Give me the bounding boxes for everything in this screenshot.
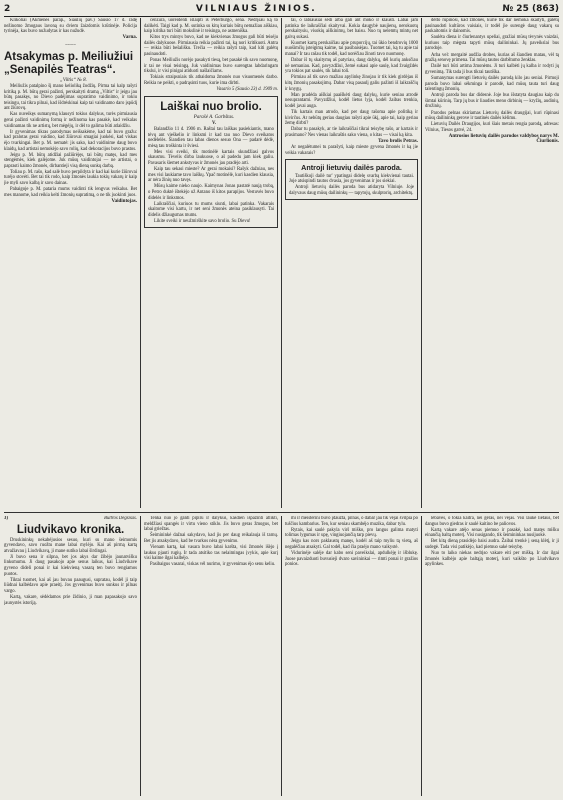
section-headline: Liudvikavo kronika. bbox=[16, 523, 125, 536]
paragraph: Dabar iš tų skaitymų aš patyriau, daug dalykų, dėl kurių anksčiau nė nemaniau. Kad, pavyzdžiui, žemė sukasi apie saulę, kad žvaigždės yra tokios pat saulės, tik labai toli. bbox=[285, 58, 418, 75]
paragraph: Ir gyvenimas tikras parodymas neišsakėme, kad tai buvo gražu: kad pralotas gerai vaidino, kad žiūrovai smagiai juokėsi, kad viskas ėjo tvarkingai. Bet p. M. nematė: jis sako, kad vaidinime daug buvo klaidų, kad artistai nemokėjo savo rolių, kad dekoracijos buvo prastos. bbox=[4, 129, 137, 152]
section-number: 3) bbox=[4, 516, 8, 521]
column-rule bbox=[281, 516, 282, 796]
paragraph: Likite sveiki ir neužmirškite savo brolio. Su Dievu! bbox=[154, 218, 251, 224]
paragraph: Balandžio 11 d. 1906 m. Raštai tau laiškas pasiekiantis, mano tėvų ant vieškelio ir linksmi ir kad tau nuo Dievo sveikatos nedėlelės. Šiandien tau labas dienos sesuo Ona — padarė dėdė, mėsą tau troškinta ir šviesi. bbox=[148, 126, 274, 149]
paragraph: Jeigu p. M. būtų atidžiai pažiūrėjęs, tai būtų matęs, kad mes stengėmės, kiek galėjome. Juk mūsų vaidintojai — ne artistai, o paprasti kaimo žmonės, dirbantieji visą dieną sunkų darbą. bbox=[4, 152, 137, 169]
paragraph: Pabaigoje p. M. pataria mums vaidinti tik lengvus veikalus. Bet mes manome, kad reikia kelti žmonių supratimą, o ne tik juokinti juos. bbox=[4, 187, 137, 198]
paragraph: Kartą vakare atėjo senas piemuo ir pasakė, kad matęs mišku einančią baltą moterį. Visi nusigando, tik šeimininkas nusijuokė. bbox=[425, 527, 559, 539]
paragraph: cenzūra, uoreidenti išlaipti iš Peterburgo, sena. Nedrįsau ką to dalikėti. Taigi kad p. M. sutinka su kitų kuriais būtų nemažiau aiškiau, kaip kritika turi būti mokslinė ir teisinga, ne asmeniška. bbox=[144, 18, 278, 35]
lead-paragraph: Klikoliai (Akmenės parap., Šiaulių pav.) Sausio 17 d. radę nežinomo žmogaus lavoną su dviem žaizdomis krūtinėje. Policija tyrinėja, kas buvo nužudytas ir kas nužudė. bbox=[4, 18, 137, 35]
paragraph: Ar negalėtumei tu parašyti, kaip mieste gyvena žmonės ir ką jie veikia vakarais? bbox=[285, 145, 418, 156]
column-2 bbox=[144, 18, 278, 508]
paragraph: Mūsų kaime nieko naujo. Kaimynas Jonas pastatė naują trobą, o Petro duktė ištekėjo už Antano iš kitos parapijos. Vestuvės buvo didelės ir linksmos. bbox=[148, 184, 274, 201]
paragraph: Toliau p. M. rašo, kad salė buvo perpildyta ir kad kai kurie žiūrovai turėjo stovėti. Bet tai tik rodo, kaip žmonės laukia tokių vakarų ir kaip jie myli savo kalbą ir savo dainas. bbox=[4, 169, 137, 187]
notice: Lietuvių Dailės Draugijos, kuri šiais metais rengia parodą, adresas: Vilnius, Tiesos gatvė, 24. bbox=[425, 122, 559, 133]
bottom-column-1 bbox=[4, 516, 137, 796]
lead-signature: Varna. bbox=[122, 35, 137, 41]
paragraph: dėlto rūpinosi, kad žmonės, kurie tik dar nemoka skaityti, galėtų pasinaudoti kultūros vaisiais, ir todėl jie surengė daug vakarų su paskaitomis ir dainomis. bbox=[425, 18, 559, 35]
paragraph: Saulėta diena ir čiurlenantys upeliai, gražiai mūsų tėvynės vaizdai, kuriuos taip mėgsta tapyti mūsų dailininkai. Jų paveikslai bus parodoje. bbox=[425, 35, 559, 52]
paragraph: Parodos pelnas skiriamas Lietuvių dailės draugijai, kuri rūpinasi mūsų dailininkų gerove ir tautinės dailės kėlimu. bbox=[425, 110, 559, 122]
letters-headline: Laiškai nuo brolio. bbox=[160, 100, 262, 113]
paragraph: Bet kitą dieną prasidėjo baisi audra. Žaibai trenkė į seną klėtį, ir ji sudegė. Tada visi patikėjo, kad piemuo sakė teisybę. bbox=[425, 539, 559, 550]
paragraph: Nuo to laiko niekas nedrįso vakare eiti per mišką. Ir dar ilgai žmonės kalbėjo apie baltąją moterį, kuri vaikšto po Liudvikavo apylinkes. bbox=[425, 551, 559, 568]
paragraph: Arba vel: mergaitė audžia drobes, kurias aš šiandien matau, vėl tą gražią senovę primena. Tai mūsų tautos darbštumo ženklas. bbox=[425, 52, 559, 64]
paragraph: Sumanymas surengti lietuvių dailės parodą kilo jau seniai. Pirmoji paroda buvo labai sėkminga ir parodė, kad mūsų tauta turi daug talentingų žmonių. bbox=[425, 75, 559, 93]
column-rule bbox=[140, 516, 141, 796]
letter-signature: Tavo brolis Petras. bbox=[378, 138, 418, 144]
paragraph: Kuomet kartą perskaičiau apie pruporcijų, tai ūkio bendrovių 1000 nuošimčių įsteigimą kaime, tai pasibaisėjau. Tuomet tai, ką tu apie tai manai? Ir tau rašau tik todėl, kad norėčiau žinoti tavo nuomonę. bbox=[285, 40, 418, 58]
paragraph: Kitos trys mintys buvo, kad ne kiekvienas žmogus gali būti teisėju dailės dalykuose. Pirmiausia reikia pažinti tai, ką nori kritikuoti. Antra — reikia būti bešališku. Trečia — reikia rašyti taip, kad kiti galėtų pasinaudoti. bbox=[144, 35, 278, 58]
paragraph: Tokiais straipsniais tik atbaidoma žmonės nuo visuomenės darbo. Reikia ne peikti, o padrąsinti tuos, kurie ima dirbti. bbox=[144, 75, 278, 87]
paragraph: Pirmiau aš tik savo mažiau apylinkę žinojau ir tik kiek girdėjau iš kitų žmonių pasakojimų. Dabar visą pasaulį galiu pažinti iš laikraščių ir knygų. bbox=[285, 75, 418, 92]
paragraph: Tenka nuo jo ganti pipiru ir dalykus, kasdien išpažinti atlikti, meldžiasi spangės ir virtu vieno stiklo. Jis buvo geras žmogus, bet labai griežtas. bbox=[144, 516, 278, 533]
paragraph: Šeimininkė dažnai sakydavo, kad jis per daug reikalauja iš tarnų. Bet jis atsakydavo, kad be tvarkos nėra gyvenimo. bbox=[144, 533, 278, 544]
column-rule bbox=[421, 516, 422, 796]
article-signature: Antrosios lietuvių dailės parodos valdybos narys M. Čiurlionis. bbox=[448, 133, 559, 145]
masthead bbox=[4, 3, 559, 17]
paragraph: Kartą, vakare, sėdėdamos prie židinio, ji man papasakojo savo jaunystės istoriją. bbox=[4, 595, 137, 606]
section-byline: Bultros Degšišas. bbox=[104, 516, 137, 521]
paragraph: Vidurinėje salėje dar kabo seni paveikslai, apdulkėję ir išblukę. Juose pavaizduoti buvusieji dvaro savininkai — rimti ponai ir gražios ponios. bbox=[285, 551, 418, 568]
letters-byline: Parašė A. Garbštas. bbox=[193, 114, 235, 120]
article-signature: Vaidintojas. bbox=[111, 198, 137, 204]
section-divider bbox=[4, 512, 559, 513]
column-3 bbox=[285, 18, 418, 508]
paragraph: Rytais, kai saulė pakyla virš miško, pro langus galima matyti tolimas lygumas ir upę, vingiuojančią tarp pievų. bbox=[285, 527, 418, 539]
paragraph: Tiktai tuomet, kai aš jau buvau paaugusi, supratau, kodėl ji taip liūdnai kalbėdavo apie praeitį. Jos gyvenimas buvo sunkus ir pilnas vargo. bbox=[4, 577, 137, 594]
paragraph: Jeigu kas nors paklaustų manęs, kodėl aš taip myliu tą vietą, aš negalėčiau atsakyti. Gal todėl, kad čia praėjo mano vaikystė. bbox=[285, 539, 418, 550]
section-header-row bbox=[4, 516, 137, 522]
article-headline: Atsakymas p. Meiliužiui „Senapilės Teatras“. bbox=[4, 50, 134, 76]
bottom-column-2 bbox=[144, 516, 278, 796]
column-4 bbox=[425, 18, 559, 508]
column-1 bbox=[4, 18, 137, 508]
paragraph: Antroji lietuvių dailės paroda bus atidaryta Vilniuje. Joje dalyvaus daug mūsų dailininkų — tapytojų, skulptorių, architektų. bbox=[289, 185, 414, 196]
divider-ornament: ~~~~ bbox=[65, 42, 76, 48]
paragraph: Dabar tu pasakyk, ar tie laikraščiai tikrai teisybę rašo, ar kartais ir prasimano? Nes vienas laikraštis sako viena, o kitas — visai ką kita. bbox=[285, 127, 418, 138]
letters-box bbox=[144, 96, 278, 228]
paragraph: Laikraščiai, kuriuos tu mums siunti, labai patinka. Vakarais skaitome visi kartu, ir net seni žmonės ateina pasiklausyti. Tai didelis džiaugsmas mums. bbox=[148, 201, 274, 218]
dateline: Vasario 5 (Sausio 23) d. 1909 m. bbox=[216, 87, 278, 93]
issue-number: № 25 (863) bbox=[502, 4, 559, 14]
article-subhead: „Viltis“ № 8. bbox=[60, 77, 87, 83]
letters-marker: V. bbox=[212, 120, 216, 126]
paragraph: Mes visi sveiki, tik motinėlė kartais skundžiasi galvos skausmu. Tėvelis dirba laukuose, o aš padedu jam kiek galiu. Pavasaris šiemet ankstyvas ir žmonės jau pradėjo arti. bbox=[148, 149, 274, 166]
paragraph: Kaip tau sekasi mieste? Ar gerai mokaisi? Rašyk dažniau, nes mes visi laukiame tavo laiškų. Ypač motinėlė, kuri kasdien klausia, ar nėra žinių nuo tavęs. bbox=[148, 167, 274, 184]
paragraph: Tik kartais man atrodo, kad per daug rašoma apie politiką ir kivirčus. Ar nebūtų geriau daugiau rašyti apie ūkį, apie tai, kaip geriau žemę dirbti? bbox=[285, 110, 418, 127]
column-rule bbox=[281, 18, 282, 508]
paragraph: Meiliužis patalpino šį mano kelioliką žodžių. Pirma tai kalp rašyti kritiką p. M. būtų gerai pažinti, perskaityti dramą „Viltis“ ir jeigu jau būtų pasakęs, no Dievo padėjimas supratimo vaidinimo, ir tokiu teisingu, tai tikra pilnai, kad išdrėskinai kaip tai vaidinamo daro įspūdį ant žiūrovų. bbox=[4, 83, 137, 112]
page-number: 2 bbox=[4, 4, 11, 14]
paragraph: Antroji paroda bus dar didesnė. Joje bus išstatyta daugiau kaip du šimtai kūrinių. Tarp jų bus ir liaudies meno dirbinių — kryžių, audinių, drožinių. bbox=[425, 93, 559, 110]
paragraph: Man pradėda aiškiai paaiškėti daug dalykų, kurie seniau atrodė nesuprantami. Pavyzdžiui, kodėl lietus lyja, kodėl žaibas trenkia, kodėl javai auga. bbox=[285, 92, 418, 109]
bottom-column-4 bbox=[425, 516, 559, 796]
paragraph: Tautiškoji dailė tur' ypatingai didelę svarbą kiekvienai tautai. Joje atsispindi tautos dvasia, jos gyvenimas ir jos siekiai. bbox=[289, 173, 414, 185]
paragraph: mi ir meisterini buvo įdaužta, pilnas, o dabar jau tik vėjai švilpia po tuščius kambarius. Ten, kur seniau skambėjo muzika, dabar tylu. bbox=[285, 516, 418, 527]
exhibition-box bbox=[285, 159, 418, 200]
exhibition-headline: Antroji lietuvių dailės paroda. bbox=[301, 163, 402, 173]
paragraph: tai, o labiausiai sėdi arba gali ant moko ir klausti. Labai jam patinka tie laikraščiai skaityvai. Kokia daugybė naujienų, nerokuotų perskaitysiu, visokių aiškinimų, bet baisu. Nuo tų nelemtų mintų net galvą sukasi. bbox=[285, 18, 418, 40]
paragraph: Vienam kartą, kai vasara buvo labai karšta, visi žmonės išėjo į laukus pjauti rugių. Ir tada atsitiko tas nelaimingas įvykis, apie kurį visi kaime ilgai kalbėjo. bbox=[144, 544, 278, 562]
paragraph: Dailė turi būti artima žmonėms. Ji turi kalbėti jų kalba ir rodyti jų gyvenimą. Tik tada ji bus tikrai tautiška. bbox=[425, 64, 559, 75]
paragraph: Ji buvo sena ir silpna, bet jos akys dar žibėjo jaunatvišku linksmumu. Ji daug pasakojo apie senus laikus, kai Liudvikave gyveno dideli ponai ir kai kiekvieną vasarą ten buvo rengiamos puotos. bbox=[4, 554, 137, 577]
column-rule bbox=[421, 18, 422, 508]
paragraph: Druskininkų nekabėjusios sesuo, kuri su mano šeimomis gyvendavo, savo ruožtu mane labai mylėjo. Kai aš pirmą kartą atvažiavau į Liudvikavą, ji mane sutiko labai širdingai. bbox=[4, 537, 137, 554]
newspaper-title: VILNIAUS ŽINIOS. bbox=[195, 4, 317, 14]
paragraph: Pasibaigus vasarai, viskas vėl nurimo, ir gyvenimas ėjo senu keliu. bbox=[150, 562, 276, 568]
column-rule bbox=[140, 18, 141, 508]
paragraph: Kas nuveikęs sumanymą klausyti tokius dalykus, turės pirmiausia gerai pažinti vaidinimų formą ir nežinoma kas pasakė, kad veikalas vaidinamas tik ne artistų, bet mėgėjų, ir dėl to galima būti atlaidžiu. bbox=[4, 112, 137, 129]
paragraph: Ponas Meiliužis norėjo pasakyti tiesą, bet pasakė tik savo nuomonę, ir tai ne visai teisingą. Juk vaidinimas buvo surengtas labdaringam tikslui, ir visi pinigai atiduoti našlaičiams. bbox=[144, 58, 278, 75]
paragraph: lėbaves, o tokia kaitra, nei geras, nei vėjas. Visi laukė lietaus, bet dangus buvo giedras ir saulė kaitino be paliovos. bbox=[425, 516, 559, 527]
bottom-column-3 bbox=[285, 516, 418, 796]
